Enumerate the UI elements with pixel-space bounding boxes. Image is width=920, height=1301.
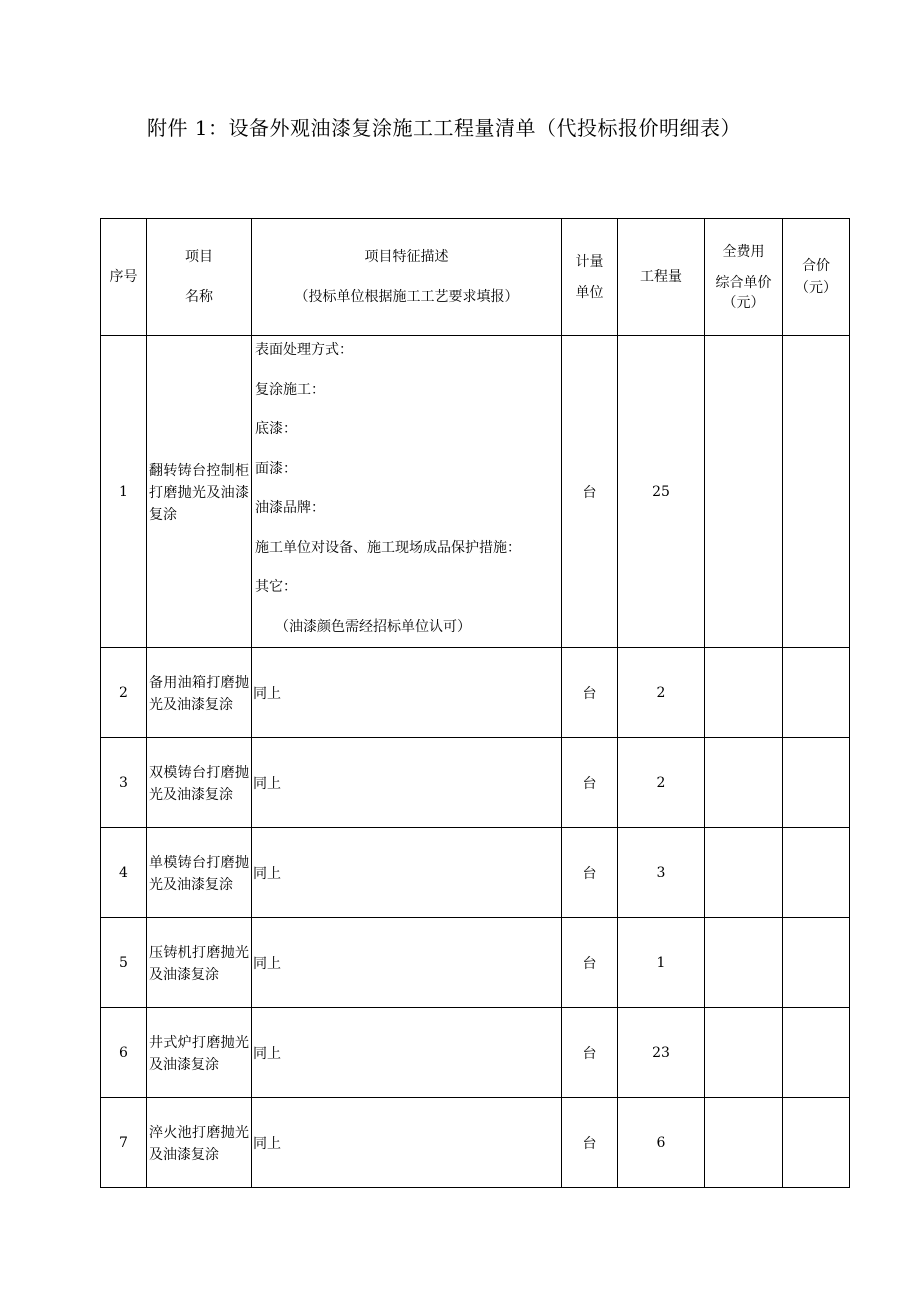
header-description <box>252 219 562 336</box>
description-list <box>252 336 561 645</box>
cell-seq: 7 <box>101 1098 147 1188</box>
cell-description: 同上 <box>252 648 562 738</box>
cell-quantity: 25 <box>618 336 705 648</box>
desc-surface-treatment: 表面处理方式： <box>255 342 353 358</box>
header-desc-line2: （投标单位根据施工工艺要求填报） <box>294 289 519 305</box>
cell-total[interactable] <box>783 918 850 1008</box>
cell-unit: 台 <box>562 336 618 648</box>
cell-quantity: 23 <box>618 1008 705 1098</box>
cell-unit-price[interactable] <box>705 648 783 738</box>
header-total-line2: （元） <box>795 280 837 296</box>
header-quantity <box>618 219 705 336</box>
cell-unit: 台 <box>562 1008 618 1098</box>
cell-name: 单模铸台打磨抛光及油漆复涂 <box>147 828 252 918</box>
page-title: 附件 1：设备外观油漆复涂施工工程量清单（代投标报价明细表） <box>146 116 742 140</box>
desc-other: 其它： <box>255 579 297 595</box>
cell-description <box>252 336 562 648</box>
cell-name: 翻转铸台控制柜打磨抛光及油漆复涂 <box>147 336 252 648</box>
cell-total[interactable] <box>783 828 850 918</box>
header-name <box>147 219 252 336</box>
header-total-line1: 合价 <box>802 258 830 274</box>
table-row <box>101 336 850 648</box>
cell-unit: 台 <box>562 828 618 918</box>
cell-unit-price[interactable] <box>705 828 783 918</box>
header-unit-price <box>705 219 783 336</box>
cell-description: 同上 <box>252 828 562 918</box>
cell-seq: 3 <box>101 738 147 828</box>
cell-unit-price[interactable] <box>705 1008 783 1098</box>
cell-unit: 台 <box>562 738 618 828</box>
cell-quantity: 2 <box>618 648 705 738</box>
header-row <box>101 219 850 336</box>
cell-unit-price[interactable] <box>705 336 783 648</box>
header-name-line1: 项目 <box>185 249 213 265</box>
header-name-line2: 名称 <box>185 289 213 305</box>
table-row <box>101 918 850 1008</box>
cell-unit-price[interactable] <box>705 1098 783 1188</box>
table-row <box>101 828 850 918</box>
cell-seq: 4 <box>101 828 147 918</box>
desc-topcoat: 面漆： <box>255 460 297 477</box>
table-row <box>101 1008 850 1098</box>
header-desc-line1: 项目特征描述 <box>364 249 449 265</box>
cell-description: 同上 <box>252 1008 562 1098</box>
cell-name: 淬火池打磨抛光及油漆复涂 <box>147 1098 252 1188</box>
cell-unit: 台 <box>562 1098 618 1188</box>
header-seq-label: 序号 <box>109 269 138 285</box>
cell-name: 双模铸台打磨抛光及油漆复涂 <box>147 738 252 828</box>
header-price-line2: 综合单价 <box>715 274 772 291</box>
desc-protection-measures: 施工单位对设备、施工现场成品保护措施： <box>255 539 521 556</box>
cell-total[interactable] <box>783 336 850 648</box>
cell-total[interactable] <box>783 1008 850 1098</box>
table-row <box>101 1098 850 1188</box>
cell-name: 备用油箱打磨抛光及油漆复涂 <box>147 648 252 738</box>
cell-description: 同上 <box>252 1098 562 1188</box>
header-unit-line2: 单位 <box>575 284 604 301</box>
desc-paint-brand: 油漆品牌： <box>255 500 325 516</box>
cell-unit: 台 <box>562 918 618 1008</box>
cell-seq: 5 <box>101 918 147 1008</box>
desc-primer: 底漆： <box>255 421 297 437</box>
cell-quantity: 1 <box>618 918 705 1008</box>
header-unit <box>562 219 618 336</box>
cell-name: 压铸机打磨抛光及油漆复涂 <box>147 918 252 1008</box>
cell-quantity: 2 <box>618 738 705 828</box>
cell-total[interactable] <box>783 738 850 828</box>
header-seq <box>101 219 147 336</box>
cell-unit-price[interactable] <box>705 918 783 1008</box>
table-row <box>101 648 850 738</box>
desc-color-note: （油漆颜色需经招标单位认可） <box>275 618 471 635</box>
header-total <box>783 219 850 336</box>
cell-description: 同上 <box>252 918 562 1008</box>
cell-total[interactable] <box>783 648 850 738</box>
header-price-line1: 全费用 <box>722 243 765 260</box>
cell-quantity: 6 <box>618 1098 705 1188</box>
header-qty-label: 工程量 <box>640 269 682 285</box>
header-unit-line1: 计量 <box>575 253 604 270</box>
bill-of-quantities-table <box>100 218 850 1188</box>
desc-recoating: 复涂施工： <box>255 381 325 398</box>
cell-total[interactable] <box>783 1098 850 1188</box>
cell-unit: 台 <box>562 648 618 738</box>
cell-seq: 2 <box>101 648 147 738</box>
cell-quantity: 3 <box>618 828 705 918</box>
table-row <box>101 738 850 828</box>
cell-seq: 1 <box>101 336 147 648</box>
cell-unit-price[interactable] <box>705 738 783 828</box>
cell-seq: 6 <box>101 1008 147 1098</box>
cell-name: 井式炉打磨抛光及油漆复涂 <box>147 1008 252 1098</box>
cell-description: 同上 <box>252 738 562 828</box>
header-price-line3: （元） <box>722 294 765 311</box>
